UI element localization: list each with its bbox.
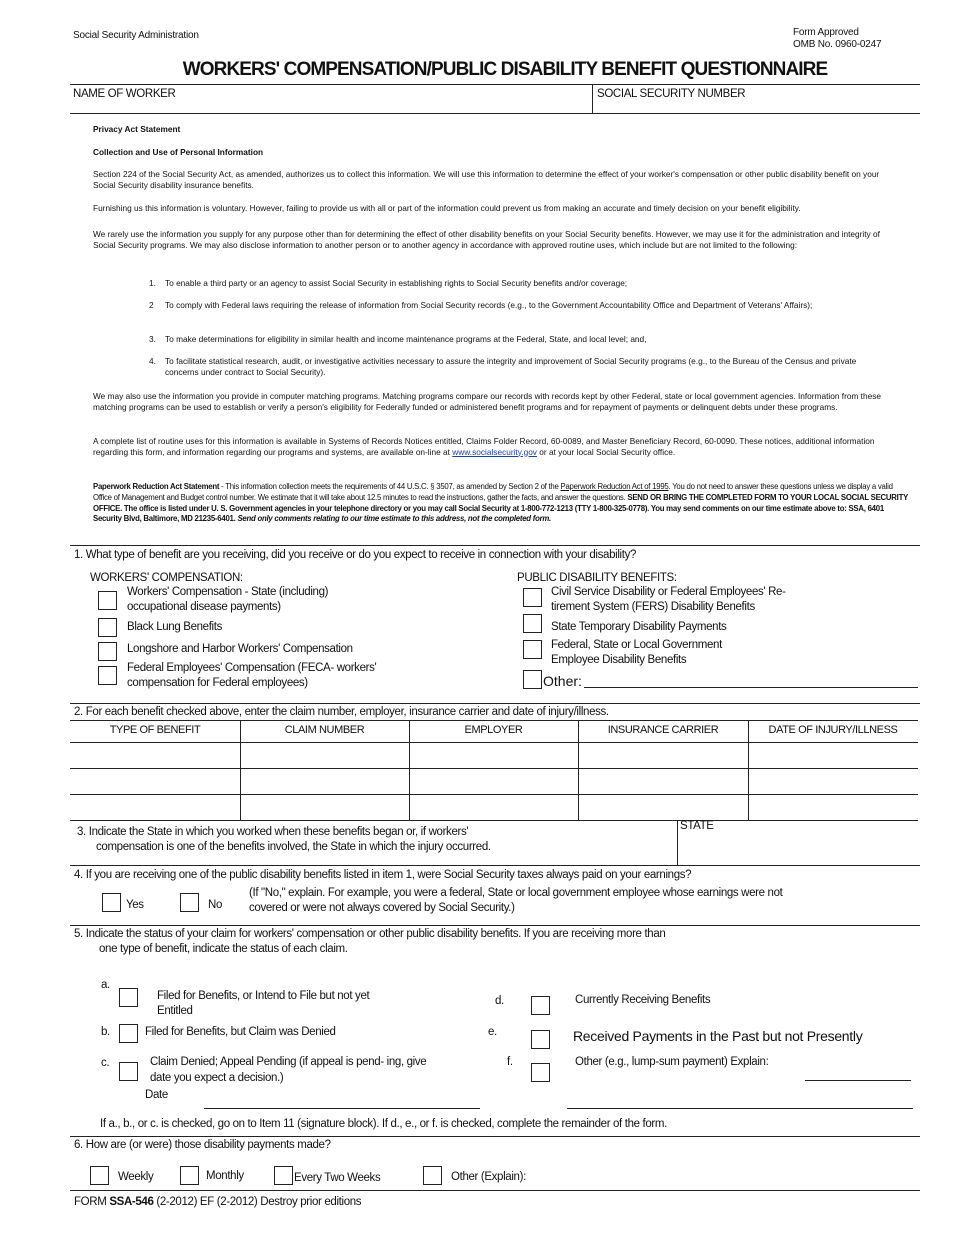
list-number: 3. — [149, 334, 156, 344]
other-status-checkbox[interactable] — [531, 1063, 550, 1082]
option-label: Longshore and Harbor Workers' Compensation — [127, 643, 353, 655]
q5-text: one type of benefit, indicate the status of each claim. — [99, 943, 348, 955]
q3-text: compensation is one of the benefits involved, the State in which the injury occurred. — [96, 841, 491, 853]
option-label: date you expect a decision.) — [150, 1072, 284, 1084]
privacy-subheading: Collection and Use of Personal Information — [93, 147, 264, 157]
q5-text: 5. Indicate the status of your claim for workers' compensation or other public disability benefits. If you are receiving more than — [74, 928, 666, 940]
option-label: Received Payments in the Past but not Presently — [573, 1028, 863, 1044]
list-item: To comply with Federal laws requiring the release of information from Social Security records (e.g., to the Government Accountability Office and Department of Veterans' Affairs); — [165, 300, 813, 310]
appeal-pending-checkbox[interactable] — [119, 1062, 138, 1081]
privacy-p1: Section 224 of the Social Security Act, as amended, authorizes us to collect this information. We will use this information to determine the effect of your worker's compensation or other public disability benefit on your Social Security disability insurance benefits. — [93, 169, 880, 190]
date-input[interactable] — [204, 1108, 480, 1109]
wc-state-checkbox[interactable] — [98, 591, 117, 610]
form-approved: Form Approved — [793, 27, 859, 38]
column-header: TYPE OF BENEFIT — [109, 724, 201, 736]
q5-note: If a., b., or c. is checked, go on to Item 11 (signature block). If d., e., or f. is checked, complete the remainder of the form. — [100, 1118, 667, 1130]
q1-text: 1. What type of benefit are you receiving, did you receive or do you expect to receive in connection with your disability? — [74, 549, 637, 561]
privacy-p3: We rarely use the information you supply for any purpose other than for determining the effect of other disability benefits on your Social Security benefits. However, we may use it for the administration and integrity of Social Security programs. We may also disclose information to another person or to another agency in accordance with approved routine uses, which include but are not limited to the following: — [93, 229, 880, 250]
option-label: Claim Denied; Appeal Pending (if appeal is pend- ing, give — [150, 1056, 427, 1068]
other-input[interactable] — [584, 687, 918, 688]
option-label: Other (e.g., lump-sum payment) Explain: — [575, 1056, 769, 1068]
form-footer: FORM SSA-546 (2-2012) EF (2-2012) Destroy prior editions — [74, 1196, 362, 1208]
name-of-worker-field[interactable]: NAME OF WORKER — [73, 88, 176, 100]
option-label: Employee Disability Benefits — [551, 654, 687, 666]
privacy-heading: Privacy Act Statement — [93, 124, 181, 134]
privacy-p5: A complete list of routine uses for this information is available in Systems of Records Notices entitled, Claims Folder Record, 60-0089, and Master Beneficiary Record, 60-0090. These notices, additional information regarding this form, and information regarding our programs and systems, are available on-line at www.socialsecurity.gov or at your local Social Security office. — [93, 436, 875, 457]
option-letter: c. — [101, 1057, 110, 1069]
state-field[interactable]: STATE — [680, 820, 714, 832]
option-label: Every Two Weeks — [294, 1172, 381, 1184]
option-label: Filed for Benefits, or Intend to File but not yet — [157, 990, 370, 1002]
list-number: 2 — [149, 300, 154, 310]
option-label: compensation for Federal employees) — [127, 677, 308, 689]
government-employee-checkbox[interactable] — [523, 640, 542, 659]
option-letter: d. — [495, 995, 504, 1007]
option-label: Weekly — [118, 1171, 154, 1183]
option-letter: a. — [101, 979, 110, 991]
option-letter: e. — [488, 1026, 497, 1038]
option-label: Federal, State or Local Government — [551, 639, 722, 651]
option-label: Federal Employees' Compensation (FECA- workers' — [127, 662, 377, 674]
column-header: CLAIM NUMBER — [284, 724, 365, 736]
other-checkbox[interactable] — [523, 670, 542, 689]
ssa-website-link[interactable]: www.socialsecurity.gov — [452, 446, 537, 457]
no-checkbox[interactable] — [180, 893, 199, 912]
option-label: Other (Explain): — [451, 1171, 526, 1183]
date-label: Date — [145, 1089, 168, 1101]
q3-text: 3. Indicate the State in which you worked when these benefits began or, if workers' — [77, 826, 469, 838]
feca-checkbox[interactable] — [98, 666, 117, 685]
option-label: Black Lung Benefits — [127, 621, 222, 633]
form-title: WORKERS' COMPENSATION/PUBLIC DISABILITY BENEFIT QUESTIONNAIRE — [182, 59, 828, 80]
option-letter: f. — [507, 1056, 513, 1068]
option-label: occupational disease payments) — [127, 601, 281, 613]
option-label: tirement System (FERS) Disability Benefits — [551, 601, 755, 613]
ssn-field[interactable]: SOCIAL SECURITY NUMBER — [597, 88, 746, 100]
other-label: Other: — [543, 673, 582, 689]
yes-label: Yes — [126, 899, 144, 911]
paperwork-statement: Paperwork Reduction Act Statement - This information collection meets the requirements of 44 U.S.C. § 3507, as amended by Section 2 of the Paperwork Reduction Act of 1995. You do not need to answer these questions unless we display a valid Office of Management and Budget control number. We estimate that it will take about 12.5 minutes to read the instructions, gather the facts, and answer the questions. SEND OR BRING THE COMPLETED FORM TO YOUR LOCAL SOCIAL SECURITY OFFICE. The office is listed under U. S. Government agencies in your telephone directory or you may call Social Security at 1-800-772-1213 (TTY 1-800-325-0778). You may send comments on our time estimate above to: SSA, 6401 Security Blvd, Baltimore, MD 21235-6401. Send only comments relating to our time estimate to this address, not the completed form. — [93, 482, 908, 524]
other-explain-checkbox[interactable] — [423, 1166, 442, 1185]
explain-input[interactable] — [805, 1080, 911, 1081]
black-lung-checkbox[interactable] — [98, 618, 117, 637]
monthly-checkbox[interactable] — [180, 1166, 199, 1185]
past-payments-checkbox[interactable] — [531, 1030, 550, 1049]
option-label: Workers' Compensation - State (including) — [127, 586, 329, 598]
column-header: INSURANCE CARRIER — [607, 724, 719, 736]
privacy-p4: We may also use the information you provide in computer matching programs. Matching programs compare our records with records kept by other Federal, state or local government agencies. Information from these matching programs can be used to establish or verify a person's eligibility for Federally funded or administered benefit programs and for repayment of payments or delinquent debts under these programs. — [93, 391, 881, 412]
wc-heading: WORKERS' COMPENSATION: — [90, 572, 243, 584]
option-label: Monthly — [206, 1170, 244, 1182]
option-label: State Temporary Disability Payments — [551, 621, 727, 633]
list-item: To enable a third party or an agency to assist Social Security in establishing rights to Social Security benefits and/or coverage; — [165, 278, 628, 288]
receiving-checkbox[interactable] — [531, 996, 550, 1015]
list-number: 1. — [149, 278, 156, 288]
column-header: EMPLOYER — [464, 724, 523, 736]
agency-name: Social Security Administration — [73, 30, 199, 41]
pd-heading: PUBLIC DISABILITY BENEFITS: — [517, 572, 677, 584]
longshore-checkbox[interactable] — [98, 642, 117, 661]
explain-input-2[interactable] — [567, 1108, 913, 1109]
omb-number: OMB No. 0960-0247 — [793, 39, 882, 50]
list-number: 4. — [149, 356, 156, 366]
no-label: No — [208, 899, 223, 911]
option-label: Filed for Benefits, but Claim was Denied — [145, 1026, 336, 1038]
civil-service-checkbox[interactable] — [523, 588, 542, 607]
denied-checkbox[interactable] — [119, 1024, 138, 1043]
q4-text: 4. If you are receiving one of the public disability benefits listed in item 1, were Social Security taxes always paid on your earnings? — [74, 869, 692, 881]
yes-checkbox[interactable] — [102, 893, 121, 912]
list-item: To facilitate statistical research, audit, or investigative activities necessary to assure the integrity and improvement of Social Security programs (e.g., to the Bureau of the Census and private concerns under contract to Social Security). — [165, 356, 857, 377]
q2-text: 2. For each benefit checked above, enter the claim number, employer, insurance carrier and date of injury/illness. — [74, 706, 609, 718]
option-letter: b. — [101, 1026, 110, 1038]
weekly-checkbox[interactable] — [90, 1166, 109, 1185]
q4-explain: (If "No," explain. For example, you were a federal, State or local government employee whose earnings were not — [249, 887, 783, 899]
state-temporary-checkbox[interactable] — [523, 614, 542, 633]
every-two-weeks-checkbox[interactable] — [274, 1166, 293, 1185]
q4-explain: covered or were not always covered by Social Security.) — [249, 902, 515, 914]
column-header: DATE OF INJURY/ILLNESS — [768, 724, 898, 736]
privacy-p2: Furnishing us this information is voluntary. However, failing to provide us with all or part of the information could prevent us from making an accurate and timely decision on your benefit eligibility. — [93, 203, 801, 213]
q6-text: 6. How are (or were) those disability payments made? — [74, 1139, 331, 1151]
filed-checkbox[interactable] — [119, 988, 138, 1007]
list-item: To make determinations for eligibility in similar health and income maintenance programs at the Federal, State, and local level; and, — [165, 334, 647, 344]
option-label: Civil Service Disability or Federal Employees' Re- — [551, 586, 786, 598]
option-label: Currently Receiving Benefits — [575, 994, 711, 1006]
option-label: Entitled — [157, 1005, 193, 1017]
